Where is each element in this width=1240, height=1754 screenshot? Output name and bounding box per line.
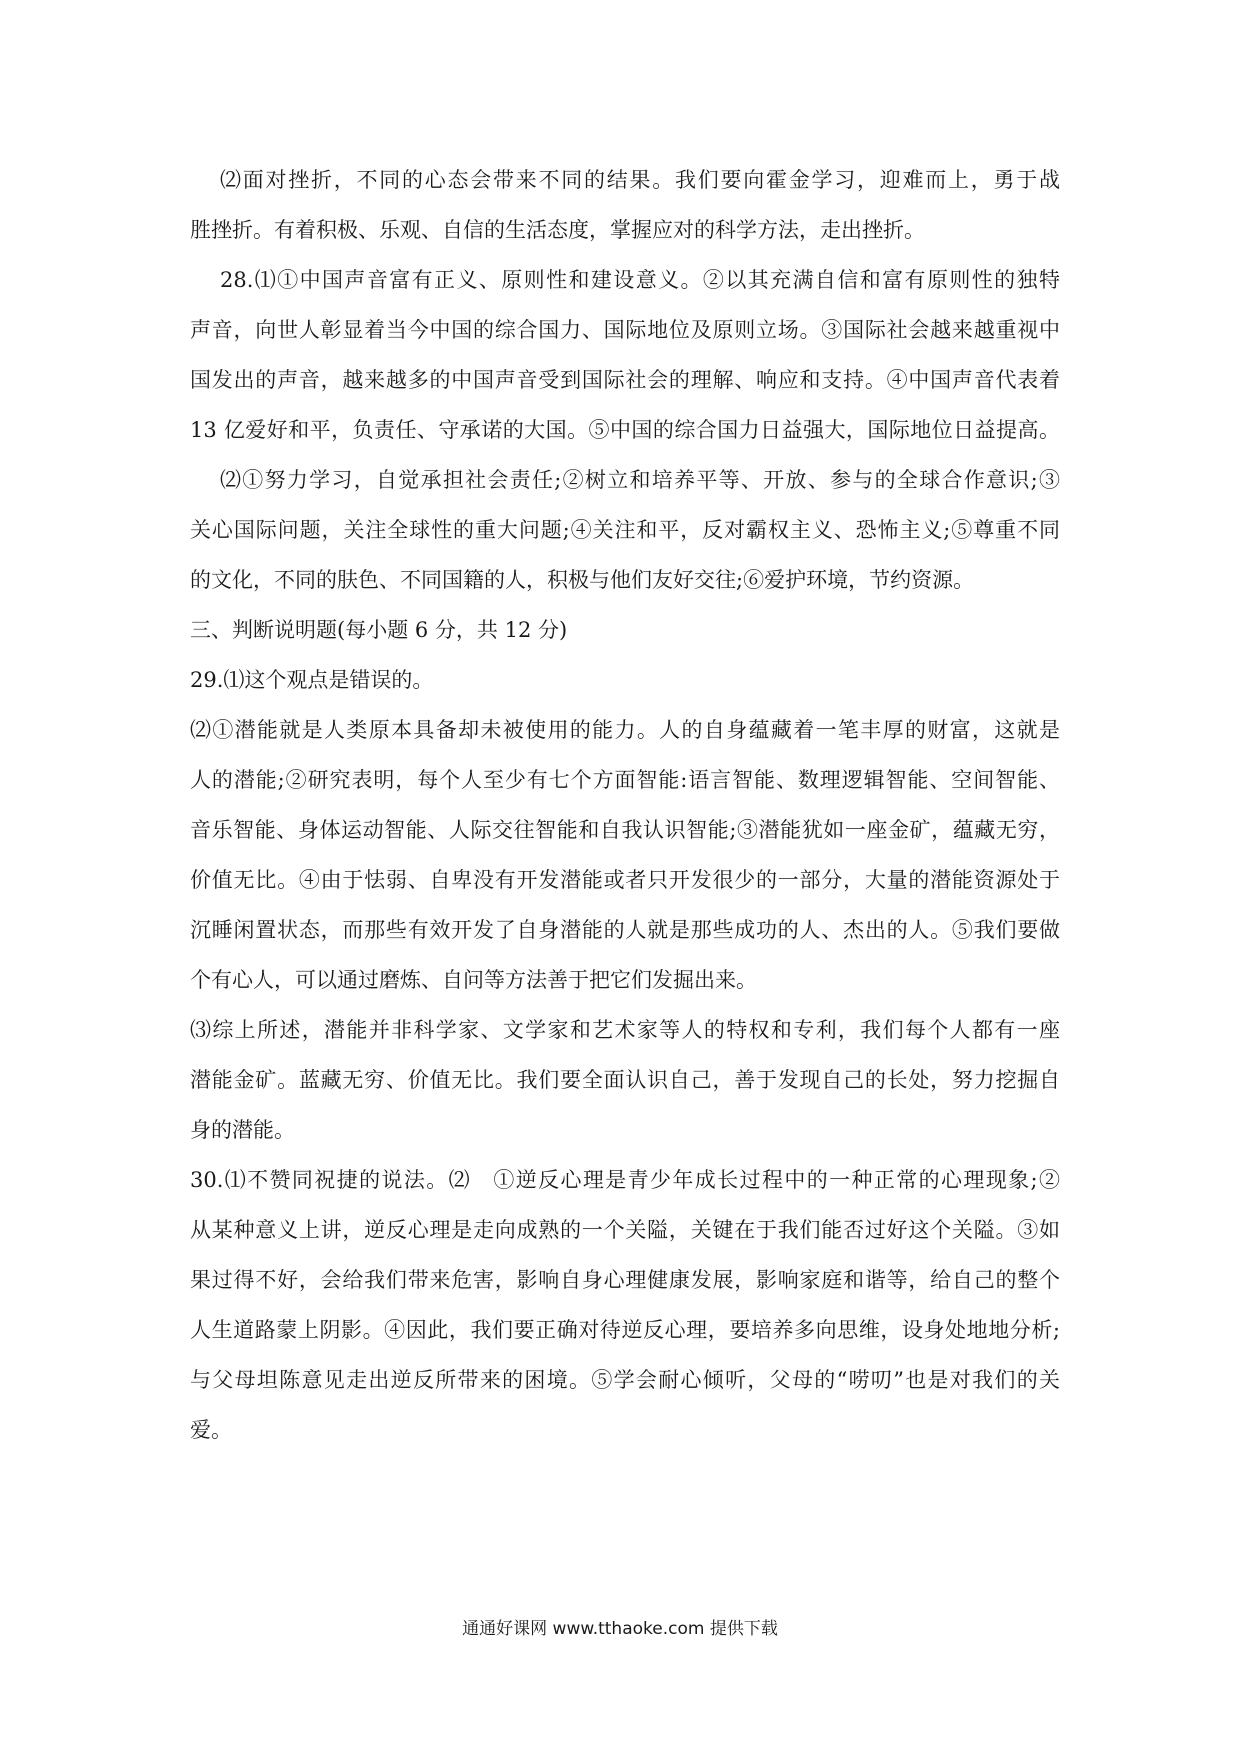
text-line: ⑵①努力学习，自觉承担社会责任;②树立和培养平等、开放、参与的全球合作意识;③ — [220, 468, 1060, 492]
text-line: 身的潜能。 — [190, 1118, 295, 1142]
text-line: 果过得不好，会给我们带来危害，影响自身心理健康发展，影响家庭和谐等，给自己的整个 — [190, 1268, 1060, 1292]
page-footer: 通通好课网 www.tthaoke.com 提供下载 — [462, 1619, 778, 1639]
text-line: 13 亿爱好和平，负责任、守承诺的大国。⑤中国的综合国力日益强大，国际地位日益提高。 — [190, 418, 1060, 442]
text-line: 28.⑴①中国声音富有正义、原则性和建设意义。②以其充满自信和富有原则性的独特 — [220, 268, 1060, 292]
text-line: 人生道路蒙上阴影。④因此，我们要正确对待逆反心理，要培养多向思维，设身处地地分析; — [190, 1318, 1060, 1342]
text-line: 关心国际问题，关注全球性的重大问题;④关注和平，反对霸权主义、恐怖主义;⑤尊重不同 — [190, 518, 1060, 542]
answer-text-body — [190, 155, 1060, 1455]
text-line: 音乐智能、身体运动智能、人际交往智能和自我认识智能;③潜能犹如一座金矿，蕴藏无穷， — [190, 818, 1060, 842]
text-line: 30.⑴不赞同祝捷的说法。⑵ ①逆反心理是青少年成长过程中的一种正常的心理现象;② — [190, 1168, 1060, 1192]
text-line: 爱。 — [190, 1418, 232, 1442]
text-line: ⑶综上所述，潜能并非科学家、文学家和艺术家等人的特权和专利，我们每个人都有一座 — [190, 1018, 1060, 1042]
text-line: 的文化，不同的肤色、不同国籍的人，积极与他们友好交往;⑥爱护环境，节约资源。 — [190, 568, 975, 592]
text-line: 潜能金矿。蓝藏无穷、价值无比。我们要全面认识自己，善于发现自己的长处，努力挖掘自 — [190, 1068, 1060, 1092]
text-line: 价值无比。④由于怯弱、自卑没有开发潜能或者只开发很少的一部分，大量的潜能资源处于 — [190, 868, 1060, 892]
text-line: 个有心人，可以通过磨炼、自问等方法善于把它们发掘出来。 — [190, 968, 757, 992]
text-line: 国发出的声音，越来越多的中国声音受到国际社会的理解、响应和支持。④中国声音代表着 — [190, 368, 1060, 392]
text-line: 与父母坦陈意见走出逆反所带来的困境。⑤学会耐心倾听，父母的“唠叨”也是对我们的关 — [190, 1368, 1060, 1392]
section-heading: 三、判断说明题(每小题 6 分，共 12 分) — [190, 618, 568, 642]
text-line: 沉睡闲置状态，而那些有效开发了自身潜能的人就是那些成功的人、杰出的人。⑤我们要做 — [190, 918, 1060, 942]
text-line: ⑵面对挫折，不同的心态会带来不同的结果。我们要向霍金学习，迎难而上，勇于战 — [220, 168, 1060, 192]
text-line: ⑵①潜能就是人类原本具备却未被使用的能力。人的自身蕴藏着一笔丰厚的财富，这就是 — [190, 718, 1060, 742]
text-line: 29.⑴这个观点是错误的。 — [190, 668, 434, 692]
text-line: 人的潜能;②研究表明，每个人至少有七个方面智能:语言智能、数理逻辑智能、空间智能、 — [190, 768, 1060, 792]
text-line: 声音，向世人彰显着当今中国的综合国力、国际地位及原则立场。③国际社会越来越重视中 — [190, 318, 1060, 342]
text-line: 从某种意义上讲，逆反心理是走向成熟的一个关隘，关键在于我们能否过好这个关隘。③如 — [190, 1218, 1060, 1242]
text-line: 胜挫折。有着积极、乐观、自信的生活态度，掌握应对的科学方法，走出挫折。 — [190, 218, 925, 242]
